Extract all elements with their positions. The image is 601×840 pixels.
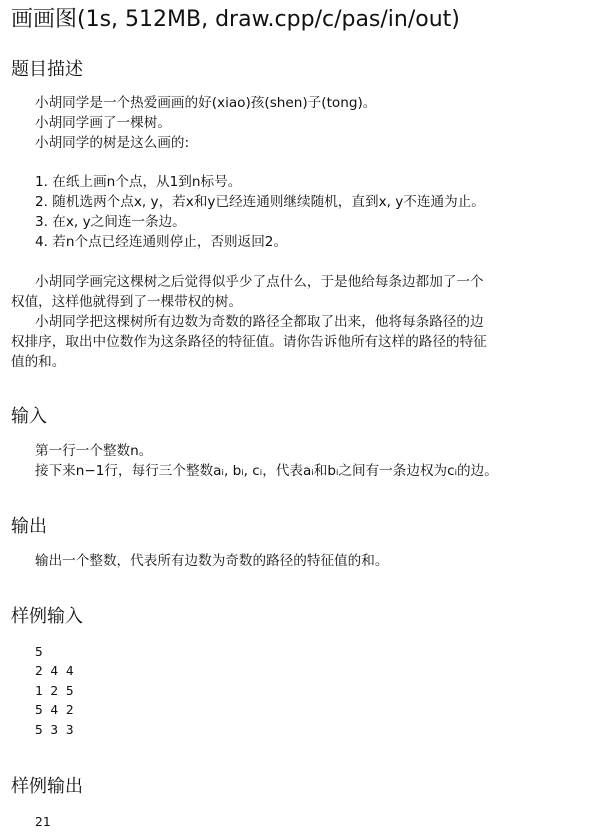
description-step: 4. 若n个点已经连通则停止，否则返回2。 (35, 234, 288, 250)
sample-input-line: 2 4 4 (35, 664, 74, 679)
input-line: 第一行一个整数n。 (35, 443, 153, 459)
description-line: 小胡同学把这棵树所有边数为奇数的路径全都取了出来，他将每条路径的边 (35, 314, 484, 330)
sample-input-line: 5 3 3 (35, 723, 74, 738)
description-step: 2. 随机选两个点x, y，若x和y已经连通则继续随机，直到x, y不连通为止。 (35, 194, 485, 210)
output-line: 输出一个整数，代表所有边数为奇数的路径的特征值的和。 (35, 553, 389, 569)
description-line: 小胡同学是一个热爱画画的好(xiao)孩(shen)子(tong)。 (35, 95, 377, 111)
sample-output-heading: 样例输出 (11, 776, 83, 797)
description-step: 1. 在纸上画n个点，从1到n标号。 (35, 174, 242, 190)
page-title: 画画图(1s, 512MB, draw.cpp/c/pas/in/out) (11, 7, 460, 32)
sample-input-heading: 样例输入 (11, 606, 83, 627)
description-line: 小胡同学画了一棵树。 (35, 115, 171, 131)
input-heading: 输入 (11, 406, 47, 427)
description-line: 权排序，取出中位数作为这条路径的特征值。请你告诉他所有这样的路径的特征 (11, 334, 487, 350)
sample-input-line: 5 (35, 645, 43, 660)
sample-output-line: 21 (35, 815, 51, 830)
description-line: 小胡同学的树是这么画的: (35, 135, 190, 151)
description-step: 3. 在x, y之间连一条边。 (35, 214, 186, 230)
sample-input-line: 5 4 2 (35, 703, 74, 718)
description-heading: 题目描述 (11, 59, 83, 80)
description-line: 值的和。 (11, 354, 66, 370)
sample-input-line: 1 2 5 (35, 684, 74, 699)
input-line: 接下来n−1行，每行三个整数aᵢ, bᵢ, cᵢ，代表aᵢ和bᵢ之间有一条边权为cᵢ的边。 (35, 463, 498, 479)
description-line: 权值，这样他就得到了一棵带权的树。 (11, 294, 243, 310)
description-line: 小胡同学画完这棵树之后觉得似乎少了点什么，于是他给每条边都加了一个 (35, 274, 484, 290)
output-heading: 输出 (11, 516, 47, 537)
